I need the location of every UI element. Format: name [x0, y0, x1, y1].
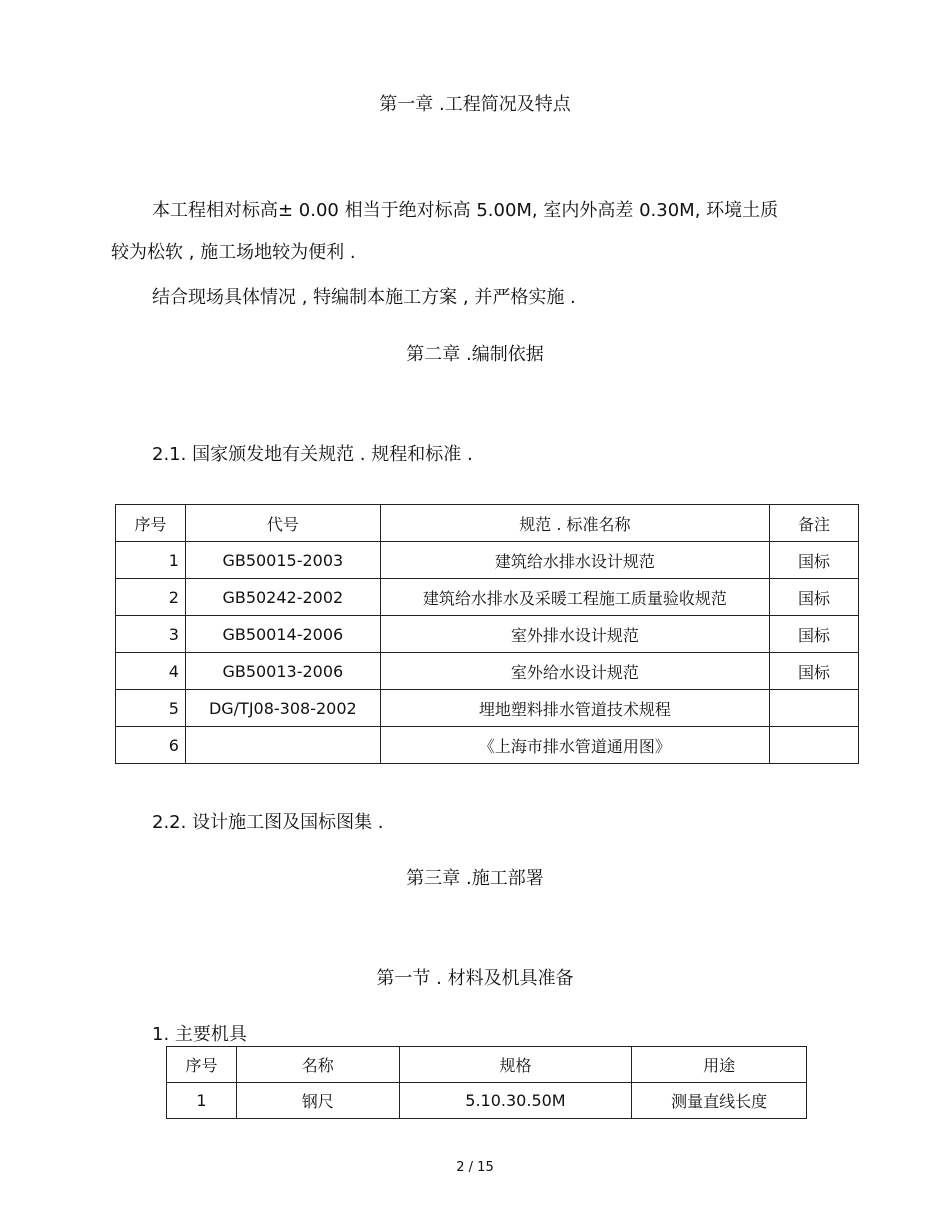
row-code: [185, 727, 380, 764]
intro-line2: 较为松软 , 施工场地较为便利 .: [111, 242, 356, 263]
row-no: 2: [116, 579, 186, 616]
row-name: 室外给水设计规范: [380, 653, 769, 690]
table-row: [167, 1083, 807, 1119]
section-part1-title: 第一节 . 材料及机具准备: [376, 968, 574, 989]
row-no: 6: [116, 727, 186, 764]
table-row: [116, 653, 859, 690]
section22-title: 2.2. 设计施工图及国标图集 .: [152, 812, 384, 833]
header-use: 用途: [632, 1047, 807, 1083]
row-name: 建筑给水排水及采暖工程施工质量验收规范: [380, 579, 769, 616]
row-no: 5: [116, 690, 186, 727]
header-no: 序号: [116, 505, 186, 542]
row-no: 3: [116, 616, 186, 653]
tools-table: [166, 1046, 807, 1119]
header-name: 规范 . 标准名称: [380, 505, 769, 542]
row-code: GB50015-2003: [185, 542, 380, 579]
row-code: GB50013-2006: [185, 653, 380, 690]
row-code: GB50242-2002: [185, 579, 380, 616]
row-note: [770, 727, 859, 764]
row-code: GB50014-2006: [185, 616, 380, 653]
row-name: 室外排水设计规范: [380, 616, 769, 653]
row-note: 国标: [770, 542, 859, 579]
row-note: 国标: [770, 579, 859, 616]
row-use: 测量直线长度: [632, 1083, 807, 1119]
intro-line1: 本工程相对标高± 0.00 相当于绝对标高 5.00M, 室内外高差 0.30M, 环境土质: [152, 200, 779, 221]
row-spec: 5.10.30.50M: [399, 1083, 632, 1119]
table-row: [116, 727, 859, 764]
row-note: [770, 690, 859, 727]
chapter3-title: 第三章 .施工部署: [406, 868, 544, 889]
row-name: 埋地塑料排水管道技术规程: [380, 690, 769, 727]
header-name: 名称: [236, 1047, 399, 1083]
row-no: 4: [116, 653, 186, 690]
tools-heading: 1. 主要机具: [152, 1024, 247, 1045]
header-note: 备注: [770, 505, 859, 542]
tools-header-row: [167, 1047, 807, 1083]
standards-table: [115, 504, 859, 764]
header-spec: 规格: [399, 1047, 632, 1083]
row-note: 国标: [770, 653, 859, 690]
table-row: [116, 616, 859, 653]
table-row: [116, 690, 859, 727]
section21-title: 2.1. 国家颁发地有关规范 . 规程和标准 .: [152, 444, 473, 465]
header-no: 序号: [167, 1047, 237, 1083]
table-row: [116, 579, 859, 616]
row-name: 钢尺: [236, 1083, 399, 1119]
row-code: DG/TJ08-308-2002: [185, 690, 380, 727]
intro-line3: 结合现场具体情况 , 特编制本施工方案 , 并严格实施 .: [152, 287, 576, 308]
header-code: 代号: [185, 505, 380, 542]
chapter2-title: 第二章 .编制依据: [406, 344, 544, 365]
chapter1-title: 第一章 .工程简况及特点: [379, 94, 571, 115]
row-no: 1: [167, 1083, 237, 1119]
page-number: 2 / 15: [456, 1160, 494, 1175]
standards-header-row: [116, 505, 859, 542]
row-note: 国标: [770, 616, 859, 653]
row-no: 1: [116, 542, 186, 579]
row-name: 《上海市排水管道通用图》: [380, 727, 769, 764]
row-name: 建筑给水排水设计规范: [380, 542, 769, 579]
table-row: [116, 542, 859, 579]
